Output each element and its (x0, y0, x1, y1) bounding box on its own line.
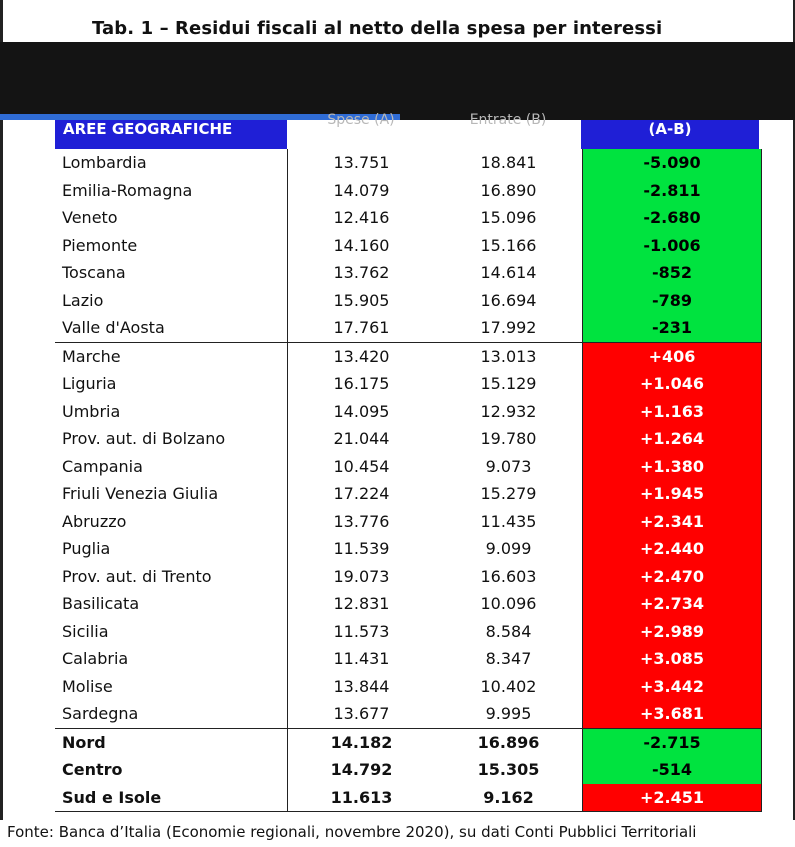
residui-table-body (55, 149, 762, 812)
residuo-cell: -1.006 (583, 232, 762, 260)
table-row (55, 535, 762, 563)
entrate-cell: 11.435 (480, 511, 537, 531)
table-row (55, 784, 762, 812)
region-cell: Prov. aut. di Trento (55, 563, 288, 591)
region-cell: Centro (55, 756, 288, 784)
entrate-cell: 19.780 (480, 429, 537, 449)
spese-cell: 15.905 (333, 290, 390, 310)
spese-cell: 13.844 (333, 676, 390, 696)
spese-cell: 14.079 (333, 180, 390, 200)
spese-cell: 13.751 (333, 153, 390, 173)
table-row (55, 480, 762, 508)
table-row (55, 370, 762, 398)
spese-cell: 14.160 (333, 235, 390, 255)
table-title: Tab. 1 – Residui fiscali al netto della spesa per interessi (92, 18, 663, 39)
region-cell: Veneto (55, 204, 288, 232)
spese-cell: 13.677 (333, 704, 390, 724)
residuo-cell: +1.264 (583, 425, 762, 453)
region-cell: Lombardia (55, 149, 288, 177)
entrate-cell: 10.096 (480, 594, 537, 614)
residuo-cell: -2.680 (583, 204, 762, 232)
residuo-cell: +1.163 (583, 398, 762, 426)
region-cell: Abruzzo (55, 508, 288, 536)
residuo-cell: +2.734 (583, 590, 762, 618)
table-row (55, 177, 762, 205)
left-frame-border (0, 0, 3, 820)
entrate-cell: 16.890 (480, 180, 537, 200)
region-cell: Valle d'Aosta (55, 314, 288, 342)
residuo-cell: +1.380 (583, 453, 762, 481)
residuo-cell: +2.440 (583, 535, 762, 563)
table-row (55, 453, 762, 481)
region-cell: Campania (55, 453, 288, 481)
region-cell: Prov. aut. di Bolzano (55, 425, 288, 453)
table-row (55, 645, 762, 673)
redaction-bar (0, 42, 795, 120)
residuo-cell: +1.046 (583, 370, 762, 398)
residuo-cell: -5.090 (583, 149, 762, 177)
residuo-cell: +3.085 (583, 645, 762, 673)
header-region-label: AREE GEOGRAFICHE (63, 120, 233, 138)
residuo-cell: +3.442 (583, 673, 762, 701)
residuo-cell: +2.451 (583, 784, 762, 812)
table-row (55, 590, 762, 618)
residui-table (55, 149, 762, 812)
region-cell: Nord (55, 728, 288, 756)
spese-cell: 13.776 (333, 511, 390, 531)
entrate-cell: 16.694 (480, 290, 537, 310)
spese-cell: 14.182 (288, 728, 436, 756)
entrate-cell: 8.584 (485, 621, 532, 641)
residuo-cell: -2.715 (583, 728, 762, 756)
region-cell: Lazio (55, 287, 288, 315)
spese-cell: 16.175 (333, 374, 390, 394)
region-cell: Umbria (55, 398, 288, 426)
residuo-cell: -514 (583, 756, 762, 784)
spese-cell: 11.573 (333, 621, 390, 641)
spese-cell: 14.792 (330, 760, 393, 780)
entrate-cell: 15.305 (477, 760, 540, 780)
table-row (55, 204, 762, 232)
spese-cell: 11.613 (288, 784, 436, 812)
entrate-cell: 18.841 (480, 153, 537, 173)
table-row (55, 618, 762, 646)
spese-cell: 11.539 (333, 539, 390, 559)
spese-cell: 12.831 (333, 594, 390, 614)
table-row (55, 314, 762, 342)
table-row (55, 259, 762, 287)
table-row (55, 425, 762, 453)
spese-cell: 19.073 (333, 566, 390, 586)
entrate-cell: 8.347 (485, 649, 532, 669)
entrate-cell: 13.013 (435, 342, 583, 370)
region-cell: Sud e Isole (55, 784, 288, 812)
region-cell: Sardegna (55, 700, 288, 728)
entrate-cell: 10.402 (480, 676, 537, 696)
spese-cell: 13.762 (333, 263, 390, 283)
residuo-cell: -231 (583, 314, 762, 342)
table-row (55, 508, 762, 536)
entrate-cell: 16.896 (435, 728, 583, 756)
entrate-cell: 14.614 (480, 263, 537, 283)
entrate-cell: 9.995 (485, 704, 532, 724)
spese-cell: 11.431 (333, 649, 390, 669)
table-row (55, 149, 762, 177)
entrate-cell: 17.992 (480, 318, 537, 338)
entrate-cell: 12.932 (480, 401, 537, 421)
spese-cell: 10.454 (333, 456, 390, 476)
table-row (55, 700, 762, 728)
region-cell: Basilicata (55, 590, 288, 618)
entrate-cell: 15.096 (480, 208, 537, 228)
residuo-cell: -852 (583, 259, 762, 287)
residuo-cell: +2.341 (583, 508, 762, 536)
region-cell: Molise (55, 673, 288, 701)
spese-cell: 17.761 (333, 318, 390, 338)
header-entrate-label: Entrate (B) (469, 112, 547, 128)
table-row (55, 673, 762, 701)
residuo-cell: +2.989 (583, 618, 762, 646)
spese-cell: 13.420 (288, 342, 436, 370)
entrate-cell: 15.279 (480, 484, 537, 504)
table-row (55, 563, 762, 591)
residuo-cell: +406 (583, 342, 762, 370)
residuo-cell: +3.681 (583, 700, 762, 728)
spese-cell: 12.416 (333, 208, 390, 228)
region-cell: Marche (55, 342, 288, 370)
region-cell: Friuli Venezia Giulia (55, 480, 288, 508)
residuo-cell: -2.811 (583, 177, 762, 205)
table-row (55, 398, 762, 426)
entrate-cell: 9.099 (485, 539, 532, 559)
table-row (55, 728, 762, 756)
region-cell: Toscana (55, 259, 288, 287)
residuo-cell: -789 (583, 287, 762, 315)
region-cell: Piemonte (55, 232, 288, 260)
table-row (55, 756, 762, 784)
entrate-cell: 15.166 (480, 235, 537, 255)
entrate-cell: 9.073 (485, 456, 532, 476)
entrate-cell: 15.129 (480, 374, 537, 394)
entrate-cell: 16.603 (480, 566, 537, 586)
region-cell: Puglia (55, 535, 288, 563)
spese-cell: 21.044 (333, 429, 390, 449)
region-cell: Emilia-Romagna (55, 177, 288, 205)
spese-cell: 17.224 (333, 484, 390, 504)
residuo-cell: +2.470 (583, 563, 762, 591)
region-cell: Sicilia (55, 618, 288, 646)
region-cell: Calabria (55, 645, 288, 673)
source-footnote: Fonte: Banca d’Italia (Economie regionali, novembre 2020), su dati Conti Pubblici Territoriali (7, 823, 697, 841)
table-row (55, 342, 762, 370)
spese-cell: 14.095 (333, 401, 390, 421)
residuo-cell: +1.945 (583, 480, 762, 508)
header-spese-label: Spese (A) (327, 112, 395, 128)
entrate-cell: 9.162 (435, 784, 583, 812)
table-row (55, 287, 762, 315)
region-cell: Liguria (55, 370, 288, 398)
header-residuo-label: (A-B) (648, 120, 692, 138)
table-row (55, 232, 762, 260)
